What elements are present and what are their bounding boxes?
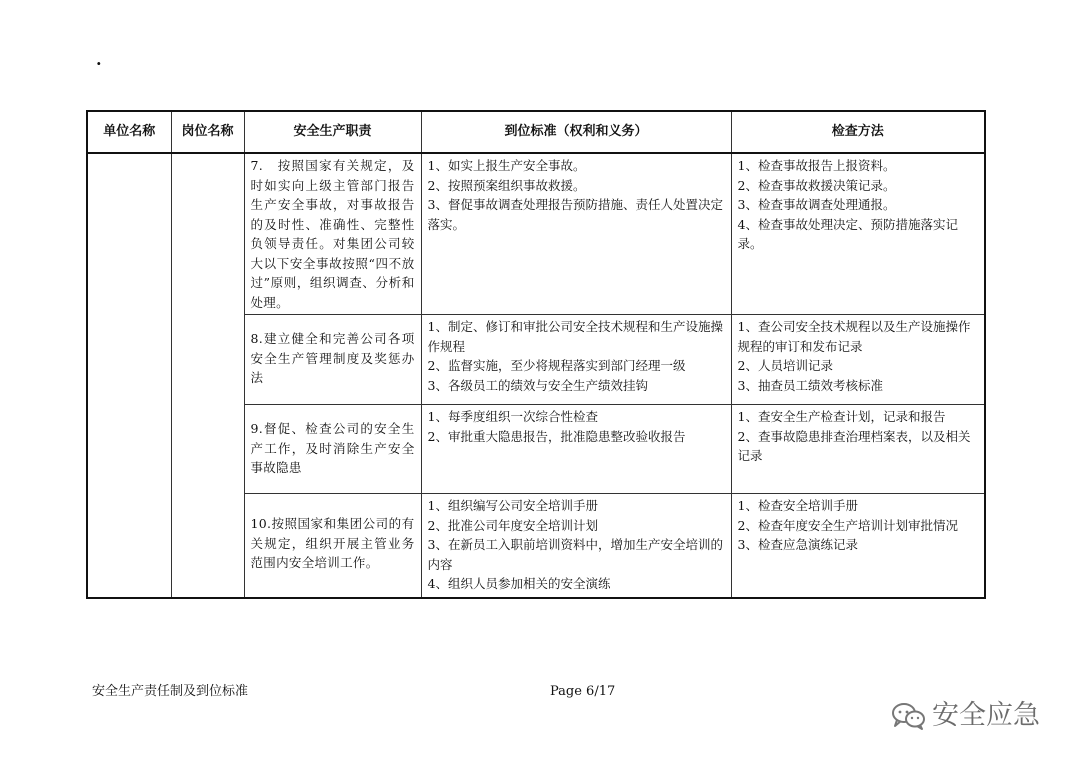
standard-item: 1、制定、修订和审批公司安全技术规程和生产设施操作规程 <box>427 319 723 354</box>
standard-item: 2、按照预案组织事故救援。 <box>427 177 586 193</box>
method-item: 4、检查事故处理决定、预防措施落实记录。 <box>737 216 958 251</box>
footer-page-number: Page 6/17 <box>550 684 616 699</box>
duty-cell: 10.按照国家和集团公司的有关规定，组织开展主管业务范围内安全培训工作。 <box>244 494 421 598</box>
method-item: 3、抽查员工绩效考核标准 <box>737 377 883 393</box>
method-item: 1、检查安全培训手册 <box>737 498 858 513</box>
standard-item: 3、督促事故调查处理报告预防措施、责任人处置决定落实。 <box>427 197 723 232</box>
method-cell <box>731 494 985 598</box>
standard-item: 2、审批重大隐患报告，批准隐患整改验收报告 <box>427 428 686 444</box>
standard-item: 1、组织编写公司安全培训手册 <box>427 498 598 513</box>
header-mark: . <box>96 50 102 69</box>
method-item: 2、检查年度安全生产培训计划审批情况 <box>737 517 958 533</box>
standard-item: 3、各级员工的绩效与安全生产绩效挂钩 <box>427 377 648 393</box>
method-cell <box>731 153 985 315</box>
method-item: 1、查安全生产检查计划，记录和报告 <box>737 409 946 424</box>
duty-cell: 8.建立健全和完善公司各项安全生产管理制度及奖惩办法 <box>244 315 421 405</box>
standard-cell <box>421 494 731 598</box>
watermark-text: 安全应急 <box>932 700 1040 731</box>
standard-cell <box>421 315 731 405</box>
method-cell <box>731 315 985 405</box>
method-item: 2、检查事故救援决策记录。 <box>737 177 896 193</box>
watermark <box>890 700 1040 732</box>
header-check-method: 检查方法 <box>731 111 985 153</box>
standard-item: 1、每季度组织一次综合性检查 <box>427 409 598 424</box>
standard-item: 4、组织人员参加相关的安全演练 <box>427 576 611 591</box>
header-safety-duty: 安全生产职责 <box>244 111 421 153</box>
footer-title: 安全生产责任制及到位标准 <box>92 684 249 699</box>
method-item: 1、查公司安全技术规程以及生产设施操作规程的审订和发布记录 <box>737 319 971 354</box>
method-item: 2、人员培训记录 <box>737 358 833 373</box>
duty-cell: 7. 按照国家有关规定，及时如实向上级主管部门报告生产安全事故，对事故报告的及时性、准确性、完整性负领导责任。对集团公司较大以下安全事故按照“四不放过”原则，组织调查、分析和处理。 <box>244 153 421 315</box>
header-standard: 到位标准（权利和义务） <box>421 111 731 153</box>
standard-item: 1、如实上报生产安全事故。 <box>427 158 586 173</box>
standard-cell <box>421 405 731 494</box>
wechat-icon <box>890 701 926 731</box>
standard-cell <box>421 153 731 315</box>
method-item: 2、查事故隐患排查治理档案表，以及相关记录 <box>737 428 971 463</box>
method-cell <box>731 405 985 494</box>
method-item: 3、检查应急演练记录 <box>737 537 858 552</box>
table-row <box>87 153 985 315</box>
header-position-name: 岗位名称 <box>171 111 244 153</box>
standard-item: 3、在新员工入职前培训资料中，增加生产安全培训的内容 <box>427 537 723 572</box>
position-cell <box>171 153 244 598</box>
method-item: 3、检查事故调查处理通报。 <box>737 197 896 212</box>
unit-cell <box>87 153 171 598</box>
method-item: 1、检查事故报告上报资料。 <box>737 158 896 173</box>
table-header-row <box>87 111 985 153</box>
standard-item: 2、监督实施，至少将规程落实到部门经理一级 <box>427 358 686 373</box>
duty-cell: 9.督促、检查公司的安全生产工作，及时消除生产安全事故隐患 <box>244 405 421 494</box>
header-unit-name: 单位名称 <box>87 111 171 153</box>
responsibility-table <box>86 110 986 599</box>
standard-item: 2、批准公司年度安全培训计划 <box>427 517 598 533</box>
